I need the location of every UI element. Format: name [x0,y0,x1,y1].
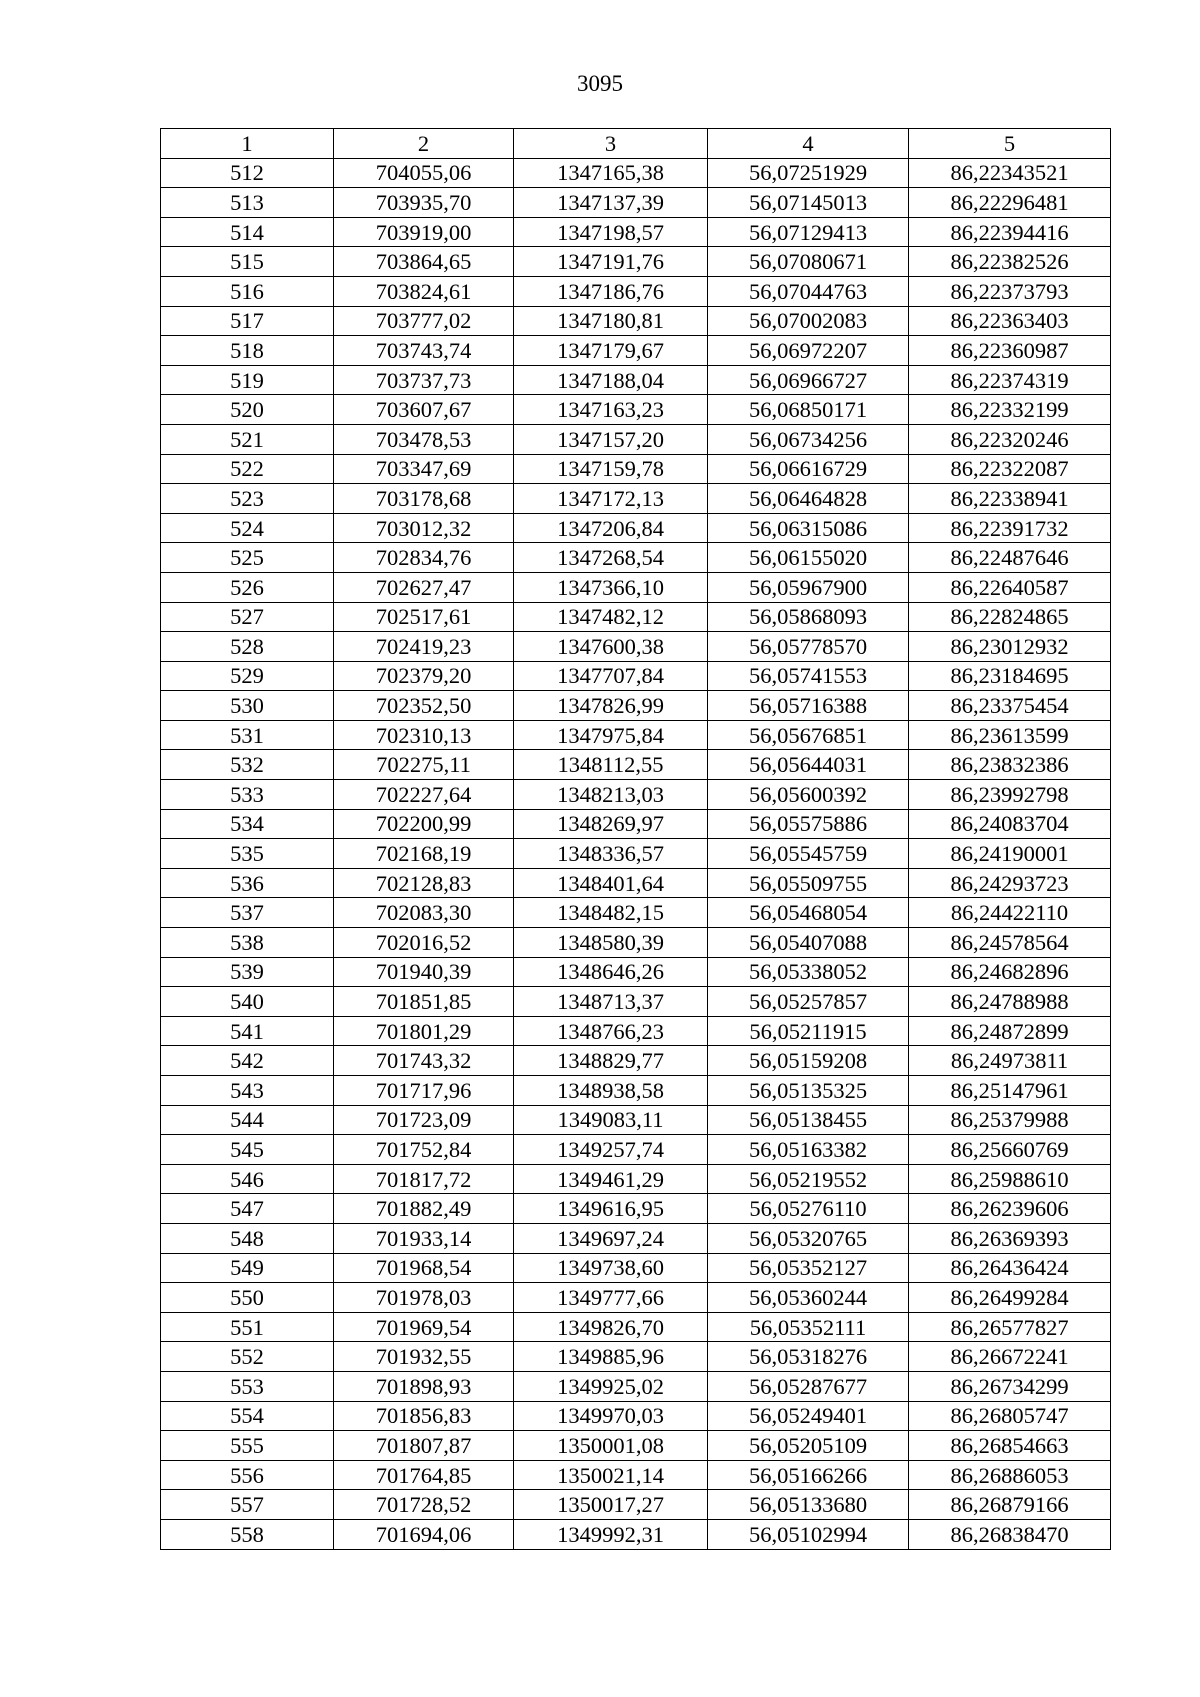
table-cell: 86,23992798 [909,780,1111,810]
table-cell: 56,07251929 [708,158,909,188]
table-cell: 56,05205109 [708,1431,909,1461]
table-cell: 515 [161,247,334,277]
table-cell: 512 [161,158,334,188]
table-cell: 86,24973811 [909,1046,1111,1076]
table-cell: 56,07129413 [708,217,909,247]
table-cell: 703737,73 [334,365,514,395]
table-cell: 86,26879166 [909,1490,1111,1520]
table-cell: 1348646,26 [514,957,708,987]
table-row [161,691,1111,721]
table-cell: 702834,76 [334,543,514,573]
table-cell: 56,05318276 [708,1342,909,1372]
table-cell: 704055,06 [334,158,514,188]
table-cell: 56,05133680 [708,1490,909,1520]
table-cell: 557 [161,1490,334,1520]
table-row [161,1283,1111,1313]
table-cell: 56,06464828 [708,484,909,514]
table-cell: 1349697,24 [514,1223,708,1253]
table-row [161,1401,1111,1431]
table-cell: 86,22640587 [909,572,1111,602]
table-cell: 524 [161,513,334,543]
table-cell: 556 [161,1460,334,1490]
table-cell: 703824,61 [334,276,514,306]
table-cell: 86,26499284 [909,1283,1111,1313]
table-cell: 1348336,57 [514,839,708,869]
column-header: 5 [909,129,1111,159]
table-cell: 86,22394416 [909,217,1111,247]
table-cell: 86,22343521 [909,158,1111,188]
table-cell: 86,23832386 [909,750,1111,780]
table-cell: 1347188,04 [514,365,708,395]
table-cell: 56,05211915 [708,1016,909,1046]
table-cell: 703347,69 [334,454,514,484]
table-cell: 546 [161,1164,334,1194]
table-cell: 56,05166266 [708,1460,909,1490]
table-cell: 56,05338052 [708,957,909,987]
table-cell: 86,26854663 [909,1431,1111,1461]
table-cell: 1347191,76 [514,247,708,277]
table-cell: 1348482,15 [514,898,708,928]
table-cell: 528 [161,632,334,662]
table-cell: 86,22320246 [909,424,1111,454]
table-cell: 56,05138455 [708,1105,909,1135]
table-cell: 701898,93 [334,1371,514,1401]
table-cell: 1348269,97 [514,809,708,839]
table-cell: 56,05219552 [708,1164,909,1194]
table-cell: 551 [161,1312,334,1342]
table-cell: 1348401,64 [514,868,708,898]
table-cell: 56,07044763 [708,276,909,306]
table-cell: 703478,53 [334,424,514,454]
table-cell: 533 [161,780,334,810]
table-cell: 1347482,12 [514,602,708,632]
table-cell: 702627,47 [334,572,514,602]
table-cell: 56,06734256 [708,424,909,454]
table-row [161,1371,1111,1401]
table-cell: 539 [161,957,334,987]
table-cell: 702517,61 [334,602,514,632]
table-row [161,661,1111,691]
table-cell: 1348829,77 [514,1046,708,1076]
table-cell: 86,22391732 [909,513,1111,543]
table-cell: 702419,23 [334,632,514,662]
table-cell: 536 [161,868,334,898]
table-row [161,572,1111,602]
table-cell: 56,05135325 [708,1076,909,1106]
table-cell: 56,06155020 [708,543,909,573]
column-header: 4 [708,129,909,159]
table-cell: 702128,83 [334,868,514,898]
table-cell: 86,22487646 [909,543,1111,573]
table-cell: 513 [161,188,334,218]
table-row [161,602,1111,632]
table-cell: 1347366,10 [514,572,708,602]
table-cell: 527 [161,602,334,632]
table-cell: 86,24682896 [909,957,1111,987]
table-cell: 701932,55 [334,1342,514,1372]
table-row [161,928,1111,958]
table-cell: 1347707,84 [514,661,708,691]
table-cell: 86,24190001 [909,839,1111,869]
table-cell: 702200,99 [334,809,514,839]
table-cell: 702083,30 [334,898,514,928]
table-cell: 703777,02 [334,306,514,336]
table-cell: 56,06315086 [708,513,909,543]
table-row [161,247,1111,277]
table-cell: 703012,32 [334,513,514,543]
table-cell: 1348713,37 [514,987,708,1017]
table-cell: 702275,11 [334,750,514,780]
table-cell: 522 [161,454,334,484]
table-row [161,1016,1111,1046]
table-cell: 86,22374319 [909,365,1111,395]
table-cell: 703864,65 [334,247,514,277]
table-cell: 86,23184695 [909,661,1111,691]
table-cell: 701968,54 [334,1253,514,1283]
table-cell: 86,23613599 [909,720,1111,750]
table-row [161,1135,1111,1165]
table-cell: 701969,54 [334,1312,514,1342]
table-cell: 56,05352127 [708,1253,909,1283]
table-cell: 86,24083704 [909,809,1111,839]
table-cell: 1349257,74 [514,1135,708,1165]
table-cell: 1347198,57 [514,217,708,247]
table-cell: 56,05320765 [708,1223,909,1253]
table-row [161,957,1111,987]
table-cell: 86,25660769 [909,1135,1111,1165]
table-cell: 1347186,76 [514,276,708,306]
table-cell: 701801,29 [334,1016,514,1046]
table-cell: 701817,72 [334,1164,514,1194]
table-cell: 86,22360987 [909,336,1111,366]
table-cell: 702227,64 [334,780,514,810]
table-cell: 701728,52 [334,1490,514,1520]
table-cell: 516 [161,276,334,306]
column-header: 1 [161,129,334,159]
table-cell: 540 [161,987,334,1017]
table-cell: 1347975,84 [514,720,708,750]
table-cell: 56,05249401 [708,1401,909,1431]
table-cell: 1347159,78 [514,454,708,484]
table-cell: 86,22824865 [909,602,1111,632]
table-cell: 703935,70 [334,188,514,218]
table-cell: 56,05287677 [708,1371,909,1401]
table-cell: 521 [161,424,334,454]
table-cell: 701940,39 [334,957,514,987]
table-cell: 555 [161,1431,334,1461]
table-cell: 519 [161,365,334,395]
table-cell: 544 [161,1105,334,1135]
table-cell: 86,24422110 [909,898,1111,928]
table-row [161,1460,1111,1490]
table-cell: 86,26886053 [909,1460,1111,1490]
table-cell: 86,25147961 [909,1076,1111,1106]
table-row [161,839,1111,869]
table-cell: 86,22332199 [909,395,1111,425]
table-cell: 531 [161,720,334,750]
table-cell: 86,22373793 [909,276,1111,306]
table-cell: 1347172,13 [514,484,708,514]
table-cell: 1348580,39 [514,928,708,958]
table-cell: 1349970,03 [514,1401,708,1431]
table-cell: 56,05159208 [708,1046,909,1076]
table-row [161,1046,1111,1076]
table-cell: 56,05257857 [708,987,909,1017]
table-cell: 1348766,23 [514,1016,708,1046]
table-cell: 1347165,38 [514,158,708,188]
table-row [161,987,1111,1017]
table-cell: 547 [161,1194,334,1224]
column-header: 2 [334,129,514,159]
table-cell: 86,24788988 [909,987,1111,1017]
table-cell: 1348938,58 [514,1076,708,1106]
table-row [161,1312,1111,1342]
table-cell: 548 [161,1223,334,1253]
table-row [161,1253,1111,1283]
table-cell: 56,07002083 [708,306,909,336]
page-number: 3095 [577,71,623,96]
table-cell: 56,05600392 [708,780,909,810]
table-row [161,780,1111,810]
table-cell: 86,22363403 [909,306,1111,336]
table-cell: 86,26672241 [909,1342,1111,1372]
table-row [161,217,1111,247]
table-cell: 1349992,31 [514,1519,708,1549]
table-row [161,158,1111,188]
table-cell: 703919,00 [334,217,514,247]
table-cell: 702310,13 [334,720,514,750]
table-row [161,395,1111,425]
table-cell: 550 [161,1283,334,1313]
table-cell: 702016,52 [334,928,514,958]
table-cell: 56,05676851 [708,720,909,750]
table-cell: 545 [161,1135,334,1165]
table-cell: 1349826,70 [514,1312,708,1342]
table-cell: 703743,74 [334,336,514,366]
table-row [161,306,1111,336]
table-row [161,1105,1111,1135]
table-cell: 549 [161,1253,334,1283]
table-cell: 86,26805747 [909,1401,1111,1431]
table-cell: 701807,87 [334,1431,514,1461]
table-cell: 86,22382526 [909,247,1111,277]
table-cell: 56,05352111 [708,1312,909,1342]
table-row [161,868,1111,898]
table-row [161,898,1111,928]
table-cell: 56,05360244 [708,1283,909,1313]
table-cell: 56,06972207 [708,336,909,366]
table-cell: 56,05509755 [708,868,909,898]
table-cell: 86,26239606 [909,1194,1111,1224]
table-cell: 537 [161,898,334,928]
table-cell: 701851,85 [334,987,514,1017]
table-cell: 1347826,99 [514,691,708,721]
table-cell: 701933,14 [334,1223,514,1253]
table-row [161,720,1111,750]
table-cell: 1349083,11 [514,1105,708,1135]
table-cell: 1349777,66 [514,1283,708,1313]
table-cell: 1347179,67 [514,336,708,366]
table-cell: 1348112,55 [514,750,708,780]
table-cell: 56,05102994 [708,1519,909,1549]
table-cell: 86,25988610 [909,1164,1111,1194]
table-cell: 56,05868093 [708,602,909,632]
table-cell: 1347180,81 [514,306,708,336]
table-cell: 701978,03 [334,1283,514,1313]
table-cell: 86,26577827 [909,1312,1111,1342]
table-cell: 703607,67 [334,395,514,425]
header-row [161,129,1111,159]
table-cell: 702352,50 [334,691,514,721]
table-cell: 701694,06 [334,1519,514,1549]
table-cell: 517 [161,306,334,336]
table-cell: 553 [161,1371,334,1401]
table-cell: 56,05716388 [708,691,909,721]
table-row [161,632,1111,662]
table-cell: 86,26734299 [909,1371,1111,1401]
table-cell: 86,23375454 [909,691,1111,721]
table-row [161,365,1111,395]
table-cell: 1350021,14 [514,1460,708,1490]
table-row [161,1076,1111,1106]
table-row [161,1490,1111,1520]
table-row [161,336,1111,366]
table-cell: 701856,83 [334,1401,514,1431]
table-cell: 701717,96 [334,1076,514,1106]
table-cell: 86,24293723 [909,868,1111,898]
table-cell: 86,26436424 [909,1253,1111,1283]
table-cell: 86,24872899 [909,1016,1111,1046]
table-cell: 701723,09 [334,1105,514,1135]
table-cell: 1350001,08 [514,1431,708,1461]
table-cell: 1347268,54 [514,543,708,573]
table-cell: 552 [161,1342,334,1372]
table-cell: 514 [161,217,334,247]
table-cell: 1349616,95 [514,1194,708,1224]
table-cell: 56,05644031 [708,750,909,780]
table-row [161,484,1111,514]
table-cell: 701764,85 [334,1460,514,1490]
table-cell: 532 [161,750,334,780]
table-cell: 543 [161,1076,334,1106]
table-cell: 1349461,29 [514,1164,708,1194]
table-cell: 702168,19 [334,839,514,869]
table-row [161,1164,1111,1194]
table-cell: 701882,49 [334,1194,514,1224]
table-cell: 56,06966727 [708,365,909,395]
table-cell: 56,05407088 [708,928,909,958]
table-cell: 56,05276110 [708,1194,909,1224]
table-body [161,158,1111,1549]
table-cell: 525 [161,543,334,573]
table-cell: 520 [161,395,334,425]
table-row [161,1223,1111,1253]
table-cell: 535 [161,839,334,869]
table-cell: 529 [161,661,334,691]
table-cell: 541 [161,1016,334,1046]
table-cell: 86,23012932 [909,632,1111,662]
table-cell: 56,07145013 [708,188,909,218]
table-cell: 1347163,23 [514,395,708,425]
table-cell: 703178,68 [334,484,514,514]
table-cell: 56,06850171 [708,395,909,425]
table-cell: 56,05468054 [708,898,909,928]
table-cell: 523 [161,484,334,514]
table-cell: 86,25379988 [909,1105,1111,1135]
table-cell: 1349885,96 [514,1342,708,1372]
table-row [161,1342,1111,1372]
table-cell: 56,05545759 [708,839,909,869]
table-cell: 56,05967900 [708,572,909,602]
table-cell: 1350017,27 [514,1490,708,1520]
table-cell: 534 [161,809,334,839]
table-cell: 56,05575886 [708,809,909,839]
table-cell: 1347206,84 [514,513,708,543]
table-cell: 86,22296481 [909,188,1111,218]
column-header: 3 [514,129,708,159]
table-cell: 1349925,02 [514,1371,708,1401]
table-row [161,276,1111,306]
table-cell: 56,05778570 [708,632,909,662]
table-cell: 526 [161,572,334,602]
table-cell: 1349738,60 [514,1253,708,1283]
table-cell: 56,05163382 [708,1135,909,1165]
table-cell: 701743,32 [334,1046,514,1076]
table-row [161,543,1111,573]
table-cell: 1347600,38 [514,632,708,662]
table-cell: 56,05741553 [708,661,909,691]
table-row [161,188,1111,218]
table-row [161,513,1111,543]
table-row [161,809,1111,839]
table-cell: 86,26838470 [909,1519,1111,1549]
table-cell: 1347157,20 [514,424,708,454]
table-cell: 558 [161,1519,334,1549]
table-cell: 538 [161,928,334,958]
table-cell: 56,07080671 [708,247,909,277]
table-row [161,1519,1111,1549]
table-cell: 86,26369393 [909,1223,1111,1253]
table-cell: 530 [161,691,334,721]
table-row [161,1194,1111,1224]
table-header [161,129,1111,159]
table-cell: 86,24578564 [909,928,1111,958]
table-row [161,424,1111,454]
coordinates-table [160,128,1111,1550]
table-cell: 86,22322087 [909,454,1111,484]
table-cell: 702379,20 [334,661,514,691]
table-row [161,1431,1111,1461]
table-cell: 701752,84 [334,1135,514,1165]
table-cell: 1347137,39 [514,188,708,218]
table-cell: 86,22338941 [909,484,1111,514]
table-cell: 518 [161,336,334,366]
table-row [161,454,1111,484]
table-cell: 554 [161,1401,334,1431]
table-cell: 542 [161,1046,334,1076]
table-row [161,750,1111,780]
table-cell: 56,06616729 [708,454,909,484]
table-cell: 1348213,03 [514,780,708,810]
